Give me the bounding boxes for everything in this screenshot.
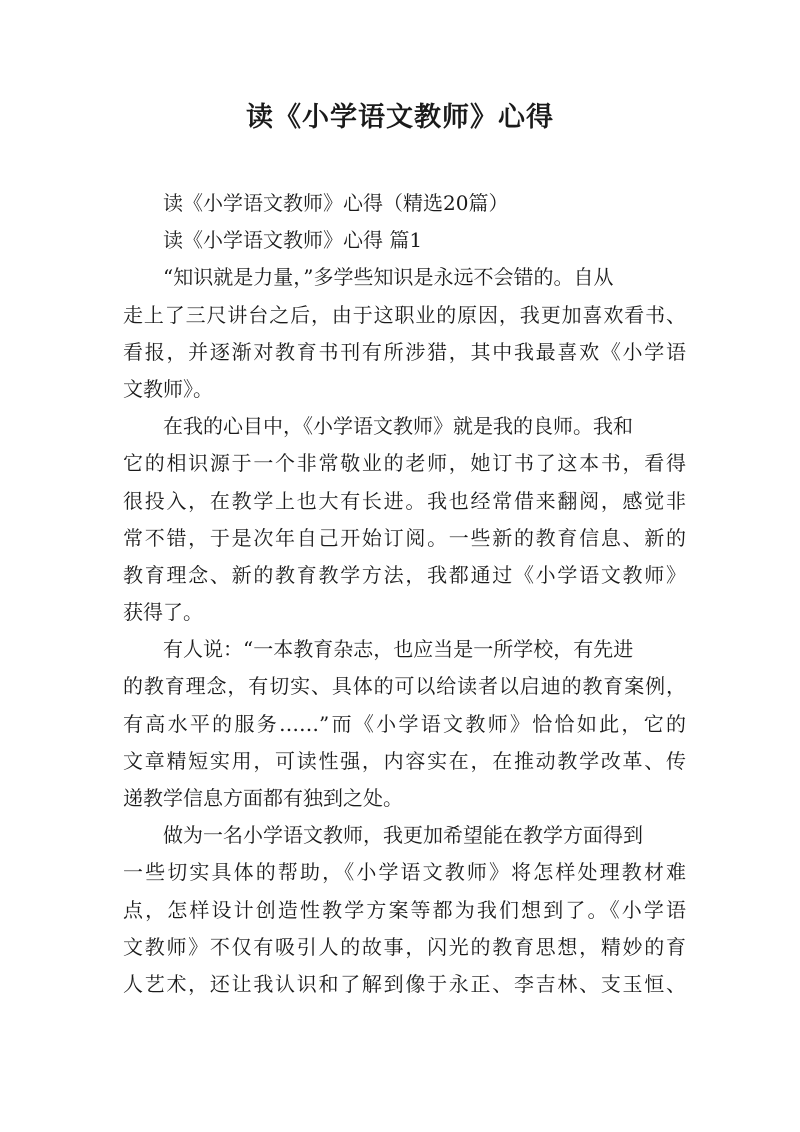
paragraph-line: 有高水平的服务……”而《小学语文教师》恰恰如此，它的: [123, 711, 686, 736]
paragraph-line: 文教师》不仅有吸引人的故事，闪光的教育思想，精妙的育: [123, 934, 686, 959]
paragraph-line: 一些切实具体的帮助，《小学语文教师》将怎样处理教材难: [123, 860, 686, 885]
paragraph-line: 人艺术，还让我认识和了解到像于永正、李吉林、支玉恒、: [123, 971, 686, 996]
document-subtitle: 读《小学语文教师》心得（精选20篇）: [163, 191, 509, 215]
paragraph-line: 递教学信息方面都有独到之处。: [123, 786, 403, 810]
paragraph: [123, 408, 686, 631]
paragraph-line: 文教师》。: [123, 376, 213, 401]
paragraph-line: 看报，并逐渐对教育书刊有所涉猎，其中我最喜欢《小学语: [123, 339, 686, 364]
paragraph-line: 点，怎样设计创造性教学方案等都为我们想到了。《小学语: [123, 897, 686, 922]
paragraph-line: 教育理念、新的教育教学方法，我都通过《小学语文教师》: [123, 562, 686, 587]
paragraph-line: 很投入，在教学上也大有长进。我也经常借来翻阅，感觉非: [123, 488, 686, 513]
document-body: [123, 185, 686, 1003]
section-heading: 读《小学语文教师》心得 篇1: [163, 228, 423, 253]
document-title: 读《小学语文教师》心得: [246, 102, 554, 133]
paragraph-line: 获得了。: [123, 600, 203, 625]
paragraph-line: 有人说：“一本教育杂志，也应当是一所学校，有先进: [163, 637, 634, 662]
paragraph-line: 文章精短实用，可读性强，内容实在，在推动教学改革、传: [123, 748, 686, 773]
paragraph-line: 做为一名小学语文教师，我更加希望能在教学方面得到: [163, 823, 643, 848]
paragraph-line: 它的相识源于一个非常敬业的老师，她订书了这本书，看得: [123, 451, 686, 476]
paragraph-line: 在我的心目中，《小学语文教师》就是我的良师。我和: [163, 414, 633, 439]
paragraph-line: 的教育理念，有切实、具体的可以给读者以启迪的教育案例，: [123, 674, 686, 699]
paragraph: [123, 259, 686, 408]
paragraph-line: 走上了三尺讲台之后，由于这职业的原因，我更加喜欢看书、: [123, 302, 686, 327]
paragraph: [123, 817, 686, 1003]
paragraph-line: “知识就是力量，”多学些知识是永远不会错的。自从: [163, 265, 614, 290]
paragraph-line: 常不错，于是次年自己开始订阅。一些新的教育信息、新的: [123, 525, 686, 550]
paragraph: [123, 631, 686, 817]
